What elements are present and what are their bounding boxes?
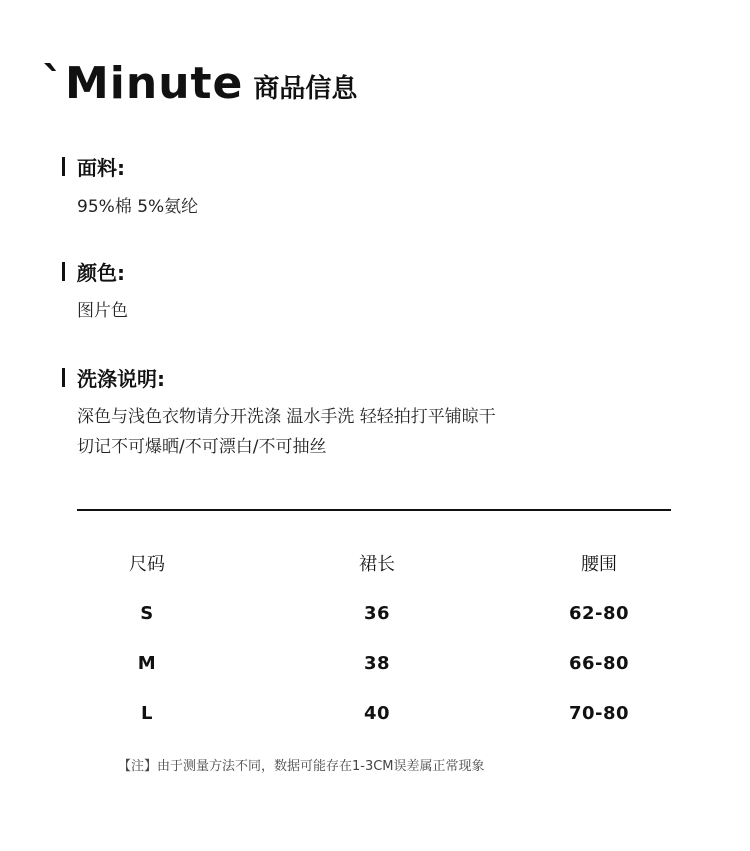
size-cell: M [137, 652, 157, 674]
washing-heading [62, 363, 165, 392]
fabric-heading [62, 152, 125, 181]
size-cell: S [140, 602, 154, 624]
fabric-text: 95%棉 5%氨纶 [77, 197, 199, 217]
section-bar-icon [62, 157, 65, 176]
length-cell: 36 [363, 602, 391, 624]
size-header: 尺码 [129, 554, 165, 575]
product-info-header [42, 58, 358, 109]
length-cell: 38 [363, 652, 391, 674]
measurement-note: 【注】由于测量方法不同，数据可能存在1-3CM误差属正常现象 [118, 759, 485, 774]
washing-heading-label: 洗涤说明: [77, 367, 165, 391]
section-bar-icon [62, 368, 65, 387]
color-heading-label: 颜色: [77, 261, 125, 285]
table-row [77, 688, 671, 738]
table-row [77, 588, 671, 638]
waist-cell: 66-80 [568, 652, 630, 674]
table-row [77, 638, 671, 688]
waist-cell: 70-80 [568, 702, 630, 724]
color-text: 图片色 [77, 301, 128, 321]
waist-header: 腰围 [581, 554, 617, 575]
brand-logo: `Minute [42, 58, 244, 109]
length-cell: 40 [363, 702, 391, 724]
length-header: 裙长 [359, 554, 395, 575]
waist-cell: 62-80 [568, 602, 630, 624]
washing-text-line2: 切记不可爆晒/不可漂白/不可抽丝 [77, 437, 327, 457]
section-bar-icon [62, 262, 65, 281]
table-divider [77, 509, 671, 511]
washing-text-line1: 深色与浅色衣物请分开洗涤 温水手洗 轻轻拍打平铺晾干 [77, 407, 496, 427]
fabric-heading-label: 面料: [77, 156, 125, 180]
page-title: 商品信息 [253, 74, 358, 104]
size-table-header-row [77, 538, 671, 588]
size-table [77, 538, 671, 738]
size-cell: L [141, 702, 153, 724]
color-heading [62, 257, 125, 286]
